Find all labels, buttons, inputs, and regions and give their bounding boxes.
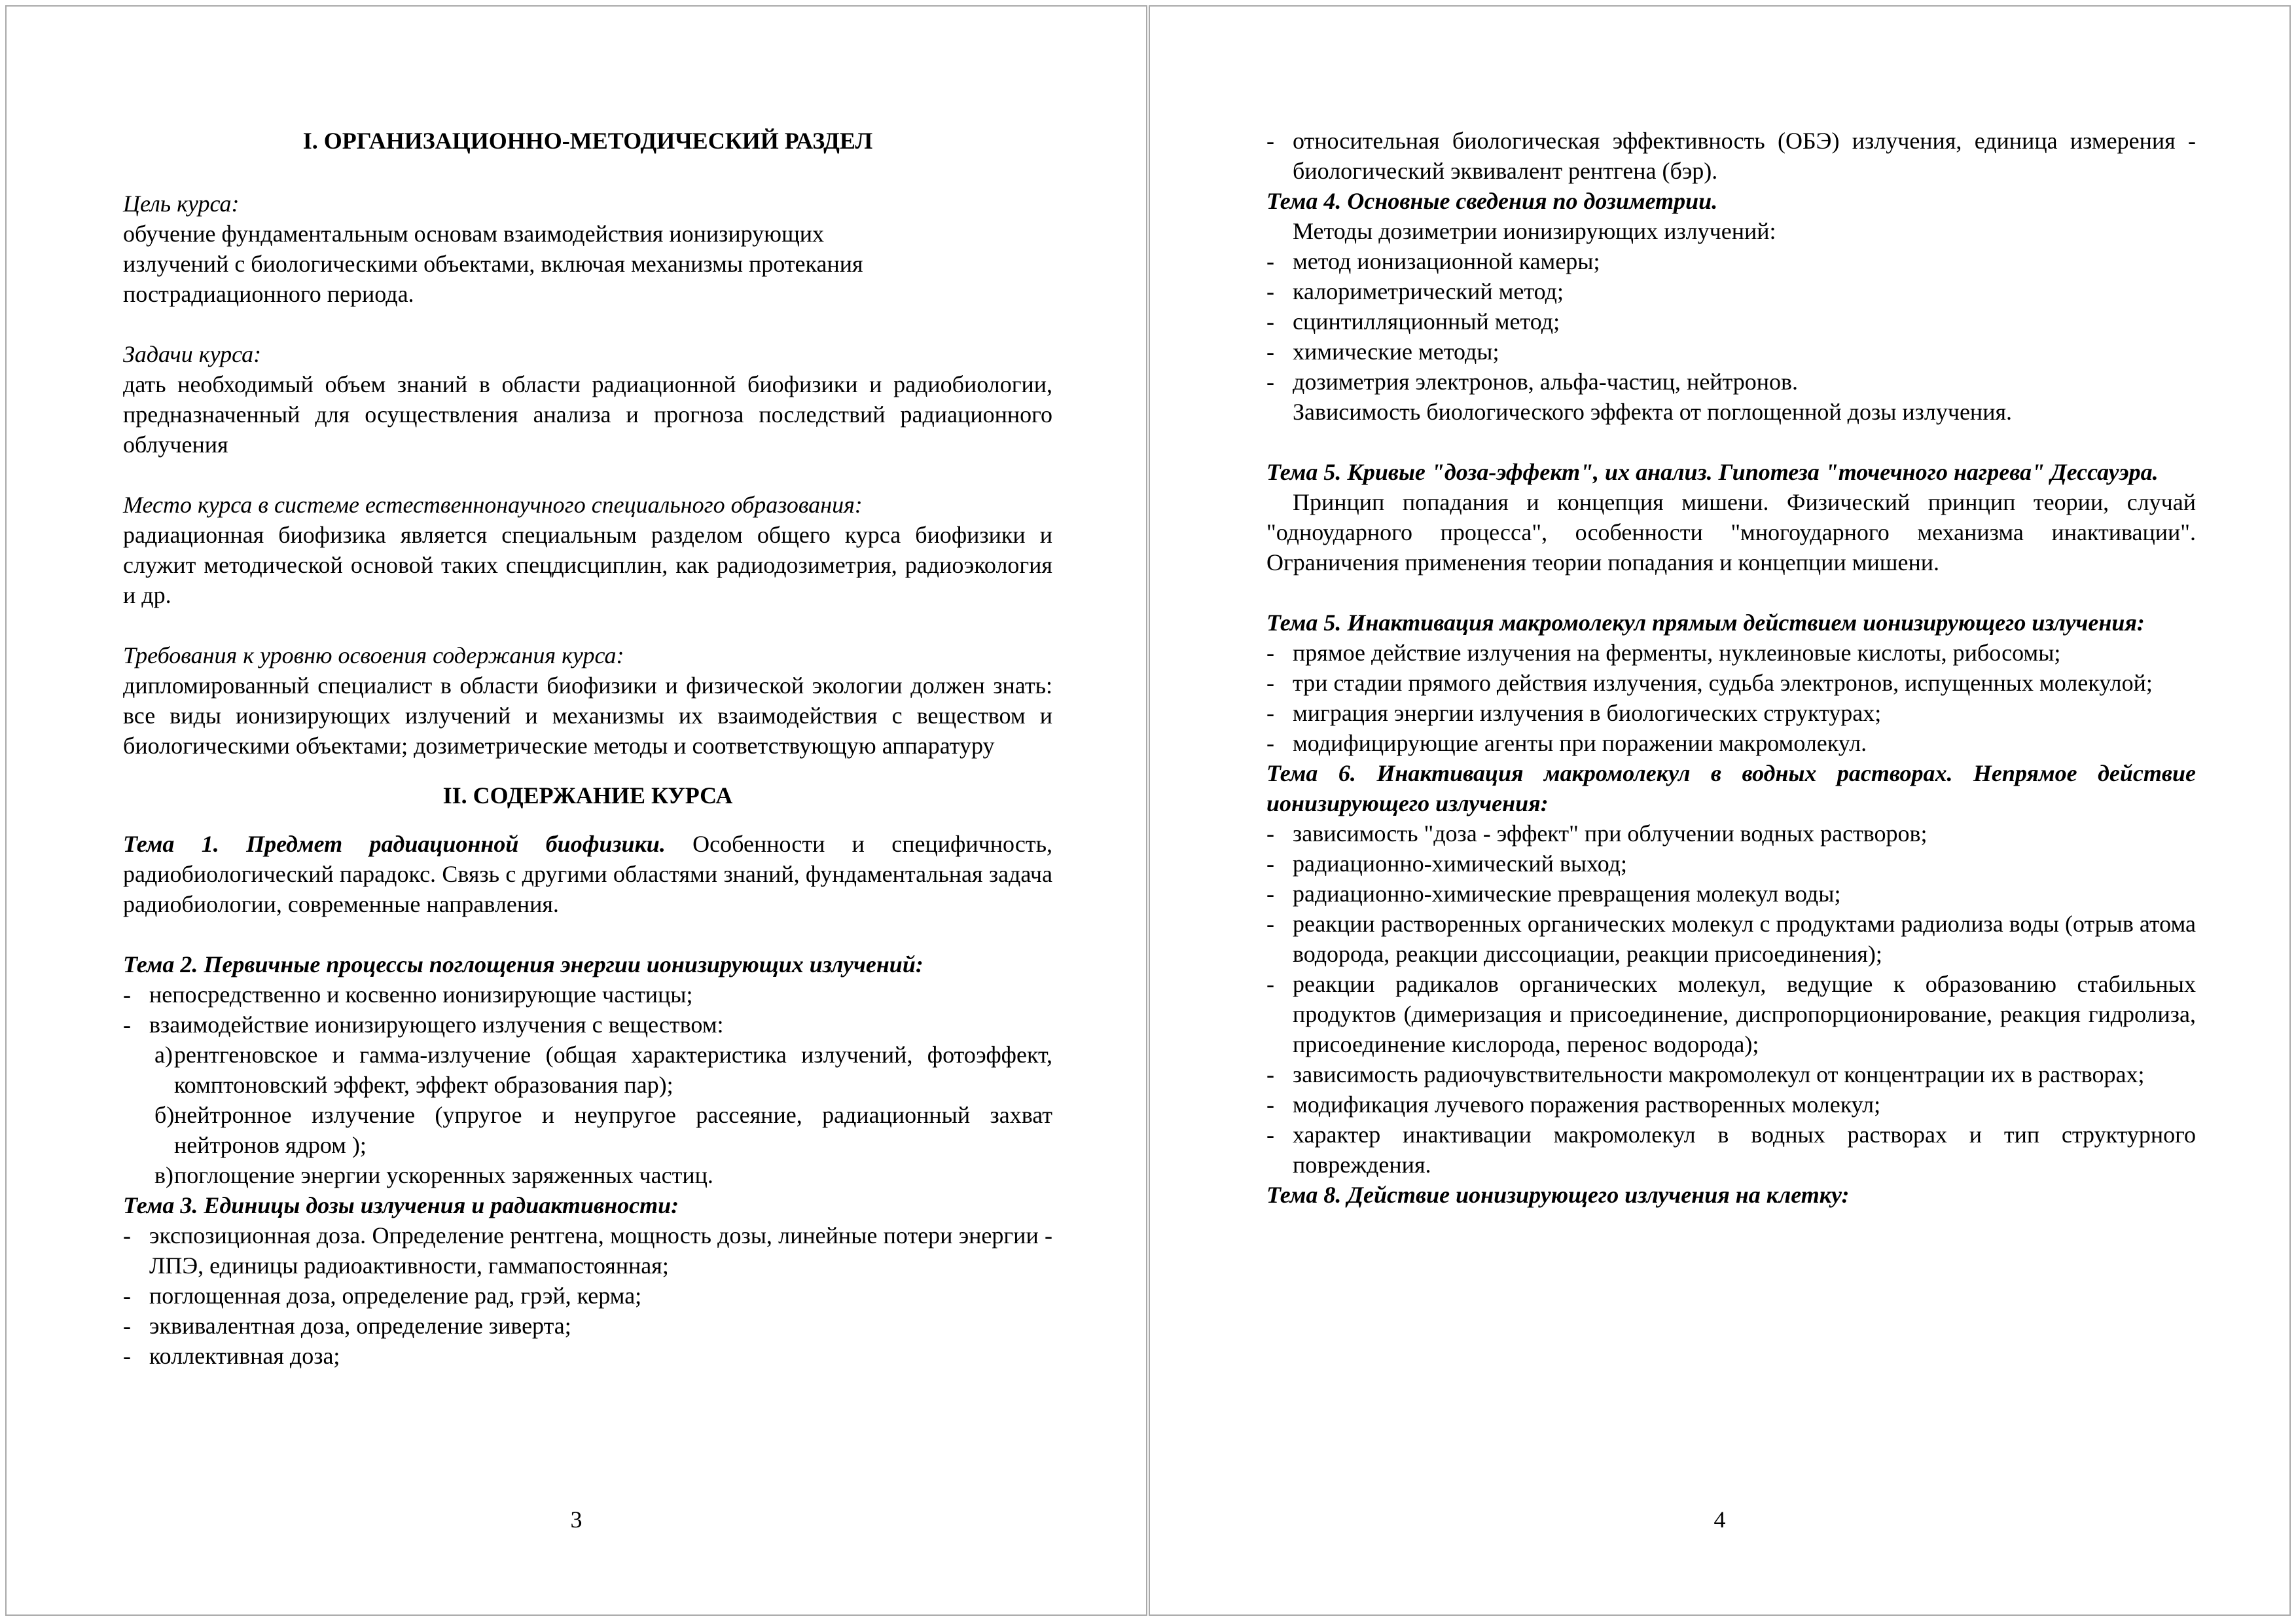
list-item: - характер инактивации макромолекул в водных растворах и тип структурного повреждения.: [1266, 1120, 2196, 1180]
page-left-content: [123, 126, 1052, 1371]
requirements-text: дипломированный специалист в области биофизики и физической экологии должен знать: все виды ионизирующих излучений и механизмы их взаимодействия с веществом и биологическими объектами; дозиметрические методы и соответствующую аппаратуру: [123, 672, 1052, 759]
list-item: - дозиметрия электронов, альфа-частиц, нейтронов.: [1266, 367, 2196, 397]
topic-5b-title: Тема 5. Инактивация макромолекул прямым действием ионизирующего излучения:: [1266, 610, 2145, 636]
list-item: - химические методы;: [1266, 337, 2196, 367]
topic-8-title: Тема 8. Действие ионизирующего излучения на клетку:: [1266, 1182, 1850, 1208]
list-item: - модифицирующие агенты при поражении макромолекул.: [1266, 728, 2196, 758]
topic-6-list: [1266, 818, 2196, 1180]
topic-4-outro: Зависимость биологического эффекта от поглощенной дозы излучения.: [1293, 399, 2013, 425]
list-item: - миграция энергии излучения в биологических структурах;: [1266, 698, 2196, 728]
sub-item-letter: б): [154, 1102, 175, 1128]
topic-1-text: Особенности и специфичность, радиобиологический парадокс. Связь с другими областями знаний, фундаментальная задача радиобиологии, современные направления.: [123, 831, 1052, 917]
sub-item-letter: а): [154, 1042, 173, 1068]
goal-line: пострадиационного периода.: [123, 281, 414, 307]
topic-5a-text: Принцип попадания и концепция мишени. Физический принцип теории, случай "одноударного процесса", особенности "многоударного механизма инактивации". Ограничения применения теории попадания и концепции мишени.: [1266, 489, 2196, 575]
topic-3-title: Тема 3. Единицы дозы излучения и радиактивности:: [123, 1192, 679, 1218]
topic-5a-title: Тема 5. Кривые "доза-эффект", их анализ. Гипотеза "точечного нагрева" Дессауэра.: [1266, 459, 2159, 485]
list-item: - метод ионизационной камеры;: [1266, 246, 2196, 276]
list-item: - калориметрический метод;: [1266, 276, 2196, 306]
goal-line: обучение фундаментальным основам взаимодействия ионизирующих: [123, 221, 825, 247]
list-item: - зависимость "доза - эффект" при облучении водных растворов;: [1266, 818, 2196, 848]
place-label: Место курса в системе естественнонаучного специального образования:: [123, 492, 863, 518]
list-item: - три стадии прямого действия излучения, судьба электронов, испущенных молекулой;: [1266, 668, 2196, 698]
list-item: - радиационно-химический выход;: [1266, 848, 2196, 879]
list-item: - эквивалентная доза, определение зиверта;: [123, 1311, 1052, 1341]
topic-1: [123, 829, 1052, 919]
place-text: радиационная биофизика является специальным разделом общего курса биофизики и служит методической основой таких спецдисциплин, как радиодозиметрия, радиоэкология и др.: [123, 522, 1052, 608]
topic-4-intro: Методы дозиметрии ионизирующих излучений:: [1293, 218, 1776, 244]
list-item: - сцинтилляционный метод;: [1266, 306, 2196, 337]
page-number: 4: [1713, 1506, 1726, 1533]
topic-2-sublist: [123, 1040, 1052, 1190]
goal-line: излучений с биологическими объектами, включая механизмы протекания: [123, 251, 863, 277]
sub-item-letter: в): [154, 1162, 173, 1188]
list-item: - взаимодействие ионизирующего излучения с веществом:: [123, 1010, 1052, 1040]
topic-5b-list: [1266, 638, 2196, 758]
sub-item-text: нейтронное излучение (упругое и неупругое рассеяние, радиационный захват нейтронов ядром );: [174, 1102, 1052, 1158]
list-item: - зависимость радиочувствительности макромолекул от концентрации их в растворах;: [1266, 1059, 2196, 1089]
page-right-content: [1266, 126, 2196, 1210]
topic-3-list: [123, 1220, 1052, 1371]
list-item: - реакции растворенных органических молекул с продуктами радиолиза воды (отрыв атома водорода, реакции диссоциации, реакции присоединения);: [1266, 909, 2196, 969]
goal-text: [123, 219, 1052, 309]
tasks-label: Задачи курса:: [123, 341, 262, 367]
list-item: - поглощенная доза, определение рад, грэй, керма;: [123, 1281, 1052, 1311]
requirements-label: Требования к уровню освоения содержания курса:: [123, 642, 624, 668]
topic-2-title: Тема 2. Первичные процессы поглощения энергии ионизирующих излучений:: [123, 951, 924, 977]
sub-item-text: рентгеновское и гамма-излучение (общая характеристика излучений, фотоэффект, комптоновский эффект, эффект образования пар);: [174, 1042, 1052, 1098]
topic-4-title: Тема 4. Основные сведения по дозиметрии.: [1266, 188, 1718, 214]
topic-2-list: [123, 979, 1052, 1040]
sub-item: [154, 1040, 1052, 1100]
list-item: - радиационно-химические превращения молекул воды;: [1266, 879, 2196, 909]
page-number: 3: [570, 1506, 583, 1533]
topic-4-list: [1266, 246, 2196, 397]
topic-6-title: Тема 6. Инактивация макромолекул в водных растворах. Непрямое действие ионизирующего излучения:: [1266, 760, 2196, 816]
topic-1-title: Тема 1. Предмет радиационной биофизики.: [123, 831, 666, 857]
list-item: - относительная биологическая эффективность (ОБЭ) излучения, единица измерения - биологический эквивалент рентгена (бэр).: [1266, 126, 2196, 186]
list-item: - модификация лучевого поражения растворенных молекул;: [1266, 1089, 2196, 1120]
page-left: [5, 5, 1147, 1616]
section-heading-2: II. СОДЕРЖАНИЕ КУРСА: [442, 782, 733, 809]
sub-item: [154, 1160, 1052, 1190]
section-heading-1: I. ОРГАНИЗАЦИОННО-МЕТОДИЧЕСКИЙ РАЗДЕЛ: [302, 128, 873, 154]
page-right: [1149, 5, 2291, 1616]
list-item: - реакции радикалов органических молекул, ведущие к образованию стабильных продуктов (димеризация и присоединение, диспропорционирование, реакция гидролиза, присоединение кислорода, перенос водорода);: [1266, 969, 2196, 1059]
sub-item-text: поглощение энергии ускоренных заряженных частиц.: [174, 1162, 713, 1188]
list-item: - прямое действие излучения на ферменты, нуклеиновые кислоты, рибосомы;: [1266, 638, 2196, 668]
list-item: - экспозиционная доза. Определение рентгена, мощность дозы, линейные потери энергии - ЛПЭ, единицы радиоактивности, гаммапостоянная;: [123, 1220, 1052, 1281]
list-item: - коллективная доза;: [123, 1341, 1052, 1371]
sub-item: [154, 1100, 1052, 1160]
tasks-text: дать необходимый объем знаний в области радиационной биофизики и радиобиологии, предназначенный для осуществления анализа и прогноза последствий радиационного облучения: [123, 371, 1052, 458]
continued-list: [1266, 126, 2196, 186]
list-item: - непосредственно и косвенно ионизирующие частицы;: [123, 979, 1052, 1010]
goal-label: Цель курса:: [123, 191, 240, 217]
